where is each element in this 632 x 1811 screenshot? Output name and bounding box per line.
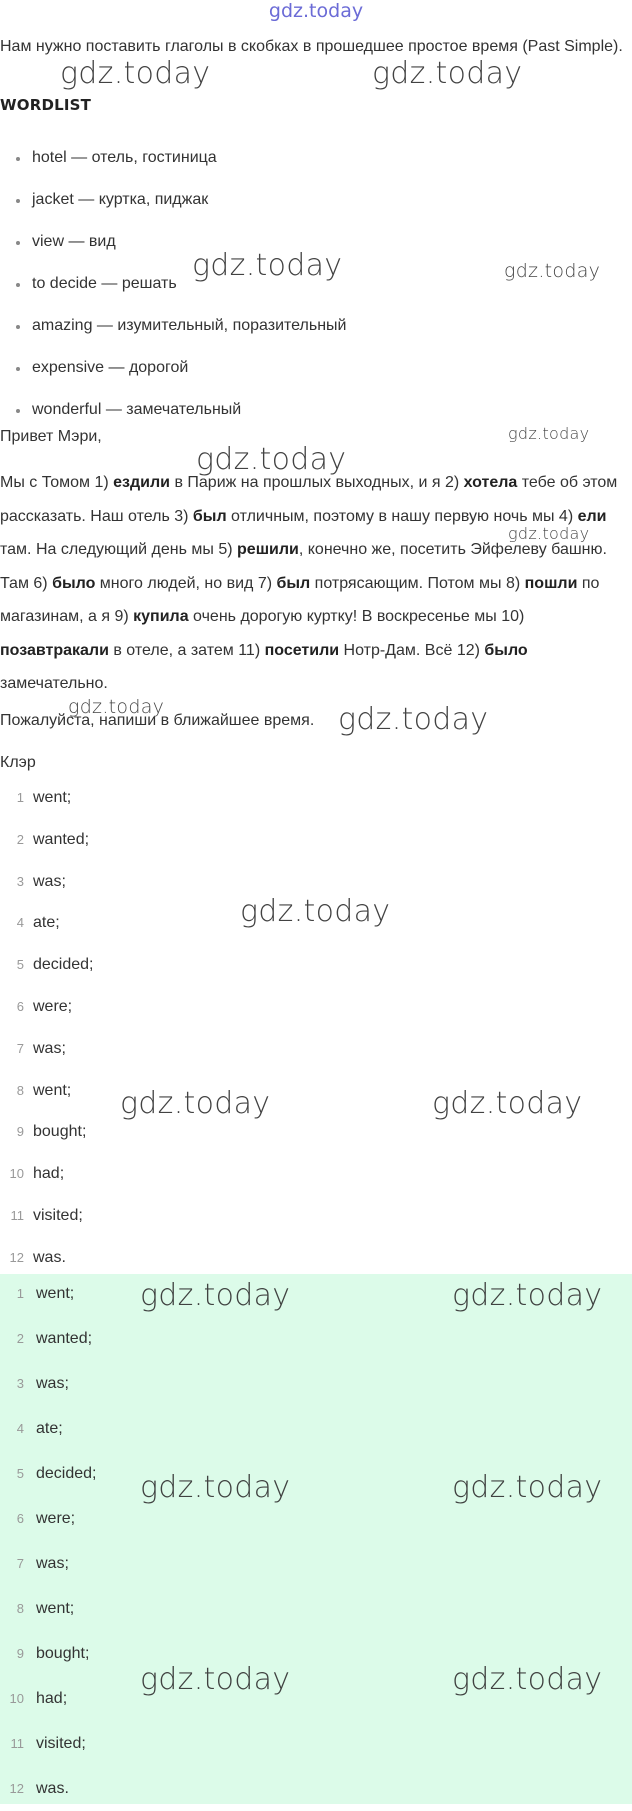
answer-text: were;: [36, 1510, 76, 1527]
watermark: gdz.today: [68, 696, 165, 718]
answer-item: [0, 777, 94, 819]
answer-list: [0, 777, 94, 1279]
letter-text: , конечно же, посетить Эйфелеву башню. Там 6): [0, 541, 607, 592]
answer-item: [0, 1070, 94, 1112]
answer-verb: посетили: [264, 641, 340, 659]
wordlist: [0, 137, 346, 431]
letter-text: Мы с Томом 1): [0, 474, 114, 491]
letter-text: в отеле, а затем 11): [108, 641, 265, 659]
highlighted-answer-item: [0, 1271, 97, 1316]
answer-number: 12: [9, 1781, 24, 1796]
answer-verb: был: [192, 507, 227, 525]
answer-number: 10: [9, 1691, 24, 1706]
letter-text: там. На следующий день мы 5): [0, 541, 238, 558]
answer-list-highlighted: [0, 1271, 97, 1811]
answer-verb: было: [52, 574, 96, 592]
answer-number: 3: [16, 1376, 24, 1391]
answer-number: 2: [16, 1331, 24, 1346]
letter-signature: Клэр: [0, 754, 36, 771]
answer-number: 1: [16, 790, 24, 805]
watermark: gdz.today: [140, 1470, 291, 1505]
wordlist-item: hotel — отель, гостиница: [0, 137, 346, 179]
answer-text: ate;: [33, 914, 60, 932]
answer-text: visited;: [36, 1735, 86, 1752]
watermark: gdz.today: [508, 424, 590, 443]
answer-text: was.: [33, 1248, 66, 1266]
answer-text: went;: [36, 1600, 75, 1617]
wordlist-item: jacket — куртка, пиджак: [0, 179, 346, 221]
answer-verb: было: [484, 641, 528, 659]
answer-item: [0, 1153, 94, 1195]
answer-text: had;: [36, 1690, 68, 1707]
watermark: gdz.today: [508, 524, 590, 543]
letter-text: потрясающим. Потом мы 8): [310, 574, 525, 592]
answer-text: went;: [33, 789, 72, 806]
answer-number: 9: [16, 1646, 24, 1661]
letter-text: Нотр-Дам. Всё 12): [339, 641, 485, 659]
answer-text: was.: [36, 1780, 69, 1797]
answer-number: 7: [16, 1556, 24, 1571]
highlighted-answer-item: [0, 1451, 97, 1496]
watermark: gdz.today: [504, 260, 601, 282]
site-logo[interactable]: gdz.today: [268, 0, 364, 22]
answer-item: [0, 1111, 94, 1153]
watermark: gdz.today: [452, 1278, 603, 1313]
answer-verb: купила: [133, 608, 189, 625]
answer-text: went;: [36, 1285, 75, 1302]
answer-number: 4: [16, 1421, 24, 1436]
answer-number: 5: [16, 1466, 24, 1481]
answer-verb: хотела: [463, 474, 518, 491]
highlighted-answer-item: [0, 1316, 97, 1361]
answer-number: 5: [16, 957, 24, 973]
answer-number: 10: [9, 1166, 24, 1182]
wordlist-item: expensive — дорогой: [0, 347, 346, 389]
answer-number: 1: [16, 1286, 24, 1301]
answer-verb: ездили: [113, 474, 170, 491]
watermark: gdz.today: [196, 442, 347, 477]
answer-text: bought;: [33, 1123, 87, 1141]
answer-text: was;: [33, 1039, 66, 1057]
highlighted-answer-item: [0, 1631, 97, 1676]
highlighted-answer-item: [0, 1676, 97, 1721]
letter-body: [0, 466, 628, 701]
wordlist-item: to decide — решать: [0, 263, 346, 305]
answer-text: bought;: [36, 1645, 90, 1662]
answer-text: was;: [36, 1555, 69, 1572]
answer-number: 7: [16, 1040, 24, 1056]
letter-text: отличным, поэтому в нашу первую ночь мы 4): [226, 507, 578, 525]
answer-text: wanted;: [33, 830, 90, 848]
wordlist-item: view — вид: [0, 221, 346, 263]
letter-text: в Париж на прошлых выходных, и я 2): [170, 474, 464, 491]
answer-verb: был: [276, 574, 311, 592]
answer-verb: ели: [577, 507, 607, 525]
answer-text: were;: [33, 997, 73, 1015]
answer-number: 6: [16, 1511, 24, 1526]
letter-text: тебе об этом рассказать. Наш отель 3): [0, 474, 618, 525]
watermark: gdz.today: [120, 1086, 271, 1121]
letter-greeting: Привет Мэри,: [0, 428, 102, 445]
answer-text: was;: [33, 872, 66, 890]
watermark: gdz.today: [140, 1662, 291, 1697]
watermark: gdz.today: [372, 56, 523, 91]
answer-text: was;: [36, 1375, 69, 1392]
watermark: gdz.today: [452, 1470, 603, 1505]
letter-text: замечательно.: [0, 675, 108, 692]
answer-text: had;: [33, 1165, 65, 1183]
wordlist-item: amazing — изумительный, поразительный: [0, 305, 346, 347]
answer-text: went;: [33, 1081, 72, 1099]
letter-closing: Пожалуйста, напиши в ближайшее время.: [0, 712, 315, 729]
wordlist-heading: WORDLIST: [0, 96, 92, 114]
answer-number: 11: [10, 1207, 24, 1223]
answer-verb: позавтракали: [0, 641, 109, 659]
answer-text: visited;: [33, 1206, 83, 1224]
answer-number: 11: [10, 1736, 24, 1751]
highlighted-answer-item: [0, 1541, 97, 1586]
answer-item: [0, 819, 94, 861]
answer-verb: решили: [237, 541, 299, 558]
answer-text: wanted;: [36, 1330, 93, 1347]
answer-text: decided;: [36, 1465, 97, 1482]
watermark: gdz.today: [192, 248, 343, 283]
letter-text: много людей, но вид 7): [95, 574, 277, 592]
watermark: gdz.today: [240, 894, 391, 929]
answer-number: 6: [16, 998, 24, 1014]
answer-verb: пошли: [524, 574, 578, 592]
watermark: gdz.today: [452, 1662, 603, 1697]
highlighted-answer-item: [0, 1721, 97, 1766]
watermark: gdz.today: [338, 702, 489, 737]
answer-number: 8: [16, 1082, 24, 1098]
answer-text: decided;: [33, 956, 94, 974]
highlighted-answer-item: [0, 1586, 97, 1631]
answer-number: 4: [16, 915, 24, 931]
answer-number: 12: [9, 1249, 24, 1265]
letter-text: по магазинам, а я 9): [0, 574, 600, 625]
answer-text: ate;: [36, 1420, 63, 1437]
task-intro: Нам нужно поставить глаголы в скобках в прошедшее простое время (Past Simple).: [0, 38, 623, 55]
watermark: gdz.today: [432, 1086, 583, 1121]
answer-item: [0, 902, 94, 944]
answer-item: [0, 986, 94, 1028]
highlighted-answer-item: [0, 1406, 97, 1451]
answer-item: [0, 1195, 94, 1237]
wordlist-item: wonderful — замечательный: [0, 389, 346, 431]
answer-number: 3: [16, 873, 24, 889]
answer-number: 8: [16, 1601, 24, 1616]
letter-text: очень дорогую куртку! В воскресенье мы 10): [188, 608, 525, 625]
highlighted-answer-item: [0, 1496, 97, 1541]
answer-item: [0, 861, 94, 903]
answer-number: 2: [16, 831, 24, 847]
highlighted-answer-item: [0, 1361, 97, 1406]
highlighted-answer-item: [0, 1766, 97, 1811]
answer-item: [0, 944, 94, 986]
watermark: gdz.today: [60, 56, 211, 91]
answer-item: [0, 1028, 94, 1070]
answer-number: 9: [16, 1124, 24, 1140]
watermark: gdz.today: [140, 1278, 291, 1313]
